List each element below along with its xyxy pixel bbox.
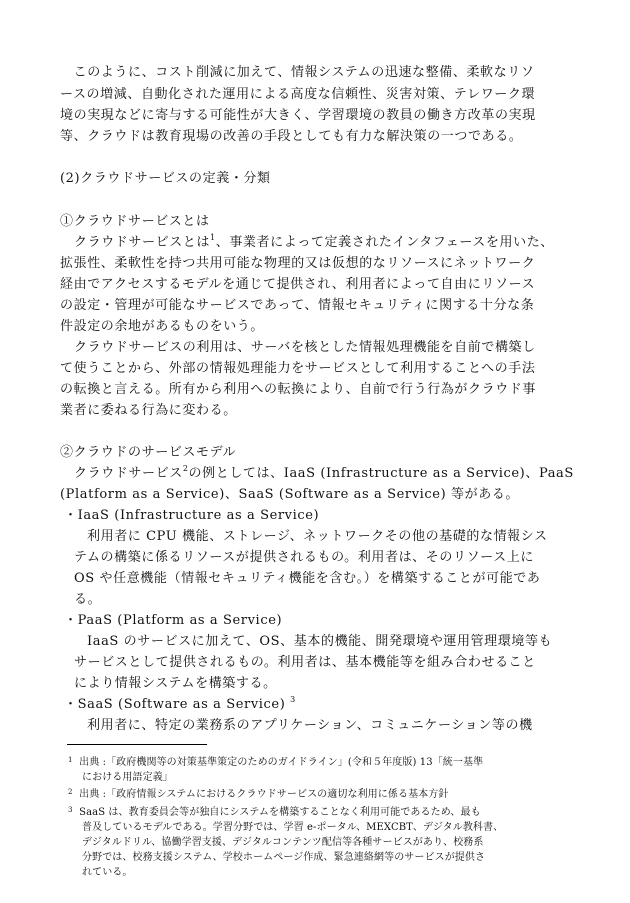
footnote-2: $^2$ 出典 :「政府情報システムにおけるクラウドサービスの適切な利用に係る基本方針 — [68, 788, 449, 800]
sub1-para2-line-3: の転換と言える。所有から利用への転換により、自前で行う行為がクラウド事 — [60, 382, 537, 397]
sub1-para1-line-1: クラウドサービスとは$^1$、事業者によって定義されたインタフェースを用いた、 — [74, 233, 554, 250]
paas-line-1: IaaS のサービスに加えて、OS、基本的機能、開発環境や運用管理環境等も — [87, 634, 553, 649]
sub1-para2-line-1: クラウドサービスの利用は、サーバを核とした情報処理機能を自前で構築し — [74, 340, 536, 355]
paas-title: ・PaaS (Platform as a Service) — [64, 613, 283, 628]
footnote-3-line-2: 普及しているモデルである。学習分野では、学習 e-ポータル、MEXCBT、デジタル教科書、 — [82, 822, 504, 833]
iaas-line-4: る。 — [74, 592, 102, 607]
iaas-line-3: OS や任意機能（情報セキュリティ機能を含む。）を構築することが可能であ — [74, 571, 541, 586]
subsection-2-heading: ②クラウドのサービスモデル — [60, 445, 237, 460]
footnote-3-line-5: れている。 — [82, 867, 133, 878]
intro-line-1: このように、コスト削減に加えて、情報システムの迅速な整備、柔軟なリソ — [60, 65, 535, 80]
section-heading: (2)クラウドサービスの定義・分類 — [60, 171, 271, 186]
intro-line-2: ースの増減、自動化された運用による高度な信頼性、災害対策、テレワーク環 — [60, 87, 536, 102]
footnote-1: $^1$ 出典 :「政府機関等の対策基準策定のためのガイドライン」(令和５年度版) 13「統一基準 — [68, 756, 484, 768]
sub1-para1-line-3: 経由でアクセスするモデルを通じて提供され、利用者によって自由にリソース — [60, 277, 536, 292]
iaas-line-2: テムの構築に係るリソースが提供されるもの。利用者は、そのリソース上に — [74, 550, 534, 565]
sub1-para2-line-4: 業者に委ねる行為に変わる。 — [60, 403, 237, 418]
sub1-para2-line-2: て使うことから、外部の情報処理能力をサービスとして利用することへの手法 — [60, 361, 536, 376]
iaas-title: ・IaaS (Infrastructure as a Service) — [64, 508, 320, 523]
sub2-para-line-2: (Platform as a Service)、SaaS (Software as a Service) 等がある。 — [60, 487, 519, 502]
footnote-ref-3: 3 — [290, 695, 296, 704]
footnote-3: $^3$ SaaS は、教育委員会等が独自にシステムを構築することなく利用可能であるため、最も — [68, 806, 481, 818]
iaas-line-1: 利用者に CPU 機能、ストレージ、ネットワークその他の基礎的な情報シス — [87, 529, 548, 544]
footnote-ref-1: 1 — [210, 233, 216, 242]
footnote-ref-2: 2 — [182, 464, 189, 473]
sub2-para-line-1: クラウドサービス$^2$の例としては、IaaS (Infrastructure as a Service)、PaaS — [74, 464, 574, 481]
intro-line-4: 等、クラウドは教育現場の改善の手段としても有力な解決策の一つである。 — [60, 129, 523, 144]
intro-line-3: 境の実現などに寄与する可能性が大きく、学習環境の教員の働き方改革の実現 — [60, 108, 536, 123]
sub1-para1-line-2: 拡張性、柔軟性を持つ共用可能な物理的又は仮想的なリソースにネットワーク — [60, 256, 536, 271]
footnote-separator — [67, 744, 207, 745]
paas-line-3: により情報システムを構築する。 — [74, 676, 277, 691]
footnote-1-line-2: における用語定義」 — [82, 772, 173, 783]
subsection-1-heading: ①クラウドサービスとは — [60, 214, 210, 229]
saas-title: ・SaaS (Software as a Service) $^3$ — [64, 695, 296, 712]
footnote-3-line-4: 分野では、校務支援システム、学校ホームページ作成、緊急連絡網等のサービスが提供さ — [82, 852, 486, 863]
footnote-3-line-3: デジタルドリル、協働学習支援、デジタルコンテンツ配信等各種サービスがあり、校務系 — [82, 837, 484, 848]
paas-line-2: サービスとして提供されるもの。利用者は、基本機能等を組み合わせること — [74, 655, 536, 670]
sub1-para1-line-4: の設定・管理が可能なサービスであって、情報セキュリティに関する十分な条 — [60, 298, 535, 313]
sub1-para1-line-5: 件設定の余地があるものをいう。 — [60, 319, 265, 334]
saas-line-1: 利用者に、特定の業務系のアプリケーション、コミュニケーション等の機 — [87, 718, 533, 733]
